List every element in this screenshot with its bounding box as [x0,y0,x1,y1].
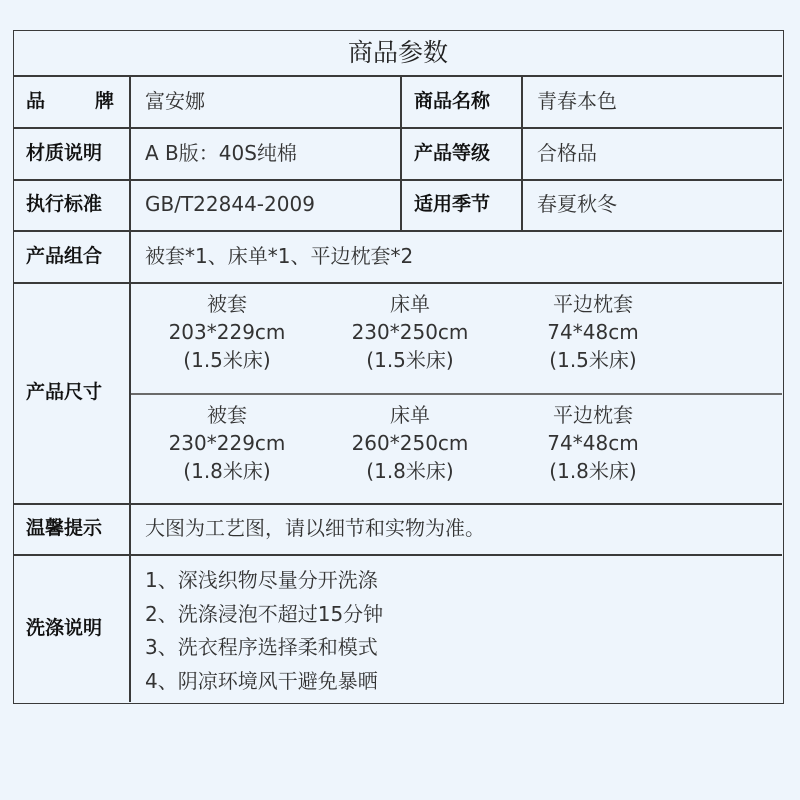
material-label: 材质说明 [26,142,103,164]
size-item-name: 被套 [206,403,247,427]
brand-label-first-char: 品 [26,90,46,112]
mid-column-divider [521,75,523,230]
season-label: 适用季节 [414,193,491,215]
washing-label: 洗涤说明 [26,617,103,639]
size-item-name: 床单 [389,292,430,316]
size-item-name: 平边枕套 [552,292,633,316]
sizes-label: 产品尺寸 [26,381,103,403]
brand-value: 富安娜 [145,89,205,113]
size-item-bed: (1.8米床) [549,459,637,483]
size-item-dimension: 230*250cm [351,320,469,344]
label-column-divider [129,75,131,702]
washing-item: 3、洗衣程序选择柔和模式 [145,635,378,659]
combo-value: 被套*1、床单*1、平边枕套*2 [145,244,414,268]
size-item-dimension: 203*229cm [168,320,286,344]
washing-item: 2、洗涤浸泡不超过15分钟 [145,602,384,626]
size-cell-duvet-1-5 [169,290,286,374]
size-item-bed: (1.8米床) [366,459,454,483]
mid-column-divider [400,75,402,230]
material-value: A B版：40S纯棉 [145,141,297,165]
washing-item: 4、阴凉环境风干避免暴晒 [145,669,378,693]
size-item-dimension: 74*48cm [547,431,639,455]
washing-item: 1、深浅织物尽量分开洗涤 [145,568,378,592]
tips-value: 大图为工艺图，请以细节和实物为准。 [145,516,485,540]
brand-label-second-char: 牌 [95,90,115,112]
size-item-bed: (1.5米床) [183,348,271,372]
grade-label: 产品等级 [414,142,491,164]
size-item-name: 被套 [206,292,247,316]
size-cell-pillowcase-1-5 [547,290,638,374]
size-item-dimension: 260*250cm [351,431,469,455]
tips-label: 温馨提示 [26,517,103,539]
size-group-divider [130,393,782,395]
size-item-dimension: 74*48cm [547,320,639,344]
size-item-name: 床单 [389,403,430,427]
product-parameter-table [13,30,784,704]
size-cell-pillowcase-1-8 [547,401,638,485]
size-cell-duvet-1-8 [169,401,286,485]
size-item-bed: (1.5米床) [549,348,637,372]
size-item-name: 平边枕套 [552,403,633,427]
product-name-value: 青春本色 [537,89,617,113]
standard-label: 执行标准 [26,193,103,215]
size-item-bed: (1.8米床) [183,459,271,483]
grade-value: 合格品 [537,141,597,165]
product-name-label: 商品名称 [414,90,491,112]
size-cell-sheet-1-8 [352,401,469,485]
size-item-dimension: 230*229cm [168,431,286,455]
standard-value: GB/T22844-2009 [145,192,315,216]
season-value: 春夏秋冬 [537,192,617,216]
combo-label: 产品组合 [26,245,103,267]
size-cell-sheet-1-5 [352,290,469,374]
table-title: 商品参数 [347,38,449,67]
size-item-bed: (1.5米床) [366,348,454,372]
